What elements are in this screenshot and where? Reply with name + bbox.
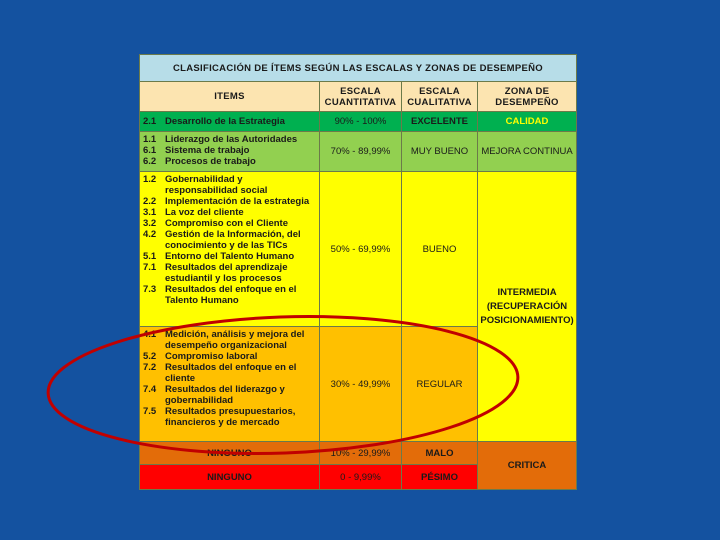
scale-malo: 10% - 29,99% xyxy=(320,442,402,465)
scale-regular: 30% - 49,99% xyxy=(320,327,402,442)
list-item: 7.3 Resultados del enfoque en el Talento Humano xyxy=(143,284,297,306)
rating-malo: MALO xyxy=(402,442,478,465)
list-item: 7.2 Resultados del enfoque en el cliente xyxy=(143,362,297,384)
items-pesimo: NINGUNO xyxy=(140,465,320,489)
rating-pesimo: PÉSIMO xyxy=(402,465,478,489)
list-item: 3.2 Compromiso con el Cliente xyxy=(143,218,288,229)
header-quantitative-scale: ESCALA CUANTITATIVA xyxy=(320,82,402,112)
list-item: 3.1 La voz del cliente xyxy=(143,207,244,218)
classification-table xyxy=(139,54,577,490)
rating-excelente: EXCELENTE xyxy=(402,112,478,132)
rating-regular: REGULAR xyxy=(402,327,478,442)
rating-muy-bueno: MUY BUENO xyxy=(402,132,478,172)
zone-intermedia: INTERMEDIA (RECUPERACIÓN POSICIONAMIENTO) xyxy=(478,172,576,442)
zone-critica: CRITICA xyxy=(478,442,576,489)
items-regular xyxy=(140,327,320,442)
list-item: 5.2 Compromiso laboral xyxy=(143,351,258,362)
list-item: 4.1 Medición, análisis y mejora del desempeño organizacional xyxy=(143,329,305,351)
list-item: 1.1 Liderazgo de las Autoridades xyxy=(143,134,298,145)
table-title: CLASIFICACIÓN DE ÍTEMS SEGÚN LAS ESCALAS Y ZONAS DE DESEMPEÑO xyxy=(140,55,576,82)
list-item: 7.5 Resultados presupuestarios, financieros y de mercado xyxy=(143,406,296,428)
list-item: 2.2 Implementación de la estrategia xyxy=(143,196,310,207)
list-item: 4.2 Gestión de la Información, del conocimiento y de las TICs xyxy=(143,229,301,251)
list-item: 7.1 Resultados del aprendizaje estudiantil y los procesos xyxy=(143,262,288,284)
list-item: 6.1 Sistema de trabajo xyxy=(143,145,250,156)
header-qualitative-scale: ESCALA CUALITATIVA xyxy=(402,82,478,112)
header-performance-zone: ZONA DE DESEMPEÑO xyxy=(478,82,576,112)
scale-muy-bueno: 70% - 89,99% xyxy=(320,132,402,172)
items-malo: NINGUNO xyxy=(140,442,320,465)
items-muy-bueno xyxy=(140,132,320,172)
zone-mejora-continua: MEJORA CONTINUA xyxy=(478,132,576,172)
list-item: 1.2 Gobernabilidad y responsabilidad social xyxy=(143,174,268,196)
list-item: 7.4 Resultados del liderazgo y gobernabilidad xyxy=(143,384,285,406)
list-item: 2.1 Desarrollo de la Estrategia xyxy=(143,116,285,127)
scale-excelente: 90% - 100% xyxy=(320,112,402,132)
list-item: 5.1 Entorno del Talento Humano xyxy=(143,251,295,262)
zone-calidad: CALIDAD xyxy=(478,112,576,132)
scale-bueno: 50% - 69,99% xyxy=(320,172,402,327)
rating-bueno: BUENO xyxy=(402,172,478,327)
items-excelente xyxy=(140,112,320,132)
header-items: ITEMS xyxy=(140,82,320,112)
scale-pesimo: 0 - 9,99% xyxy=(320,465,402,489)
list-item: 6.2 Procesos de trabajo xyxy=(143,156,256,167)
items-bueno xyxy=(140,172,320,327)
